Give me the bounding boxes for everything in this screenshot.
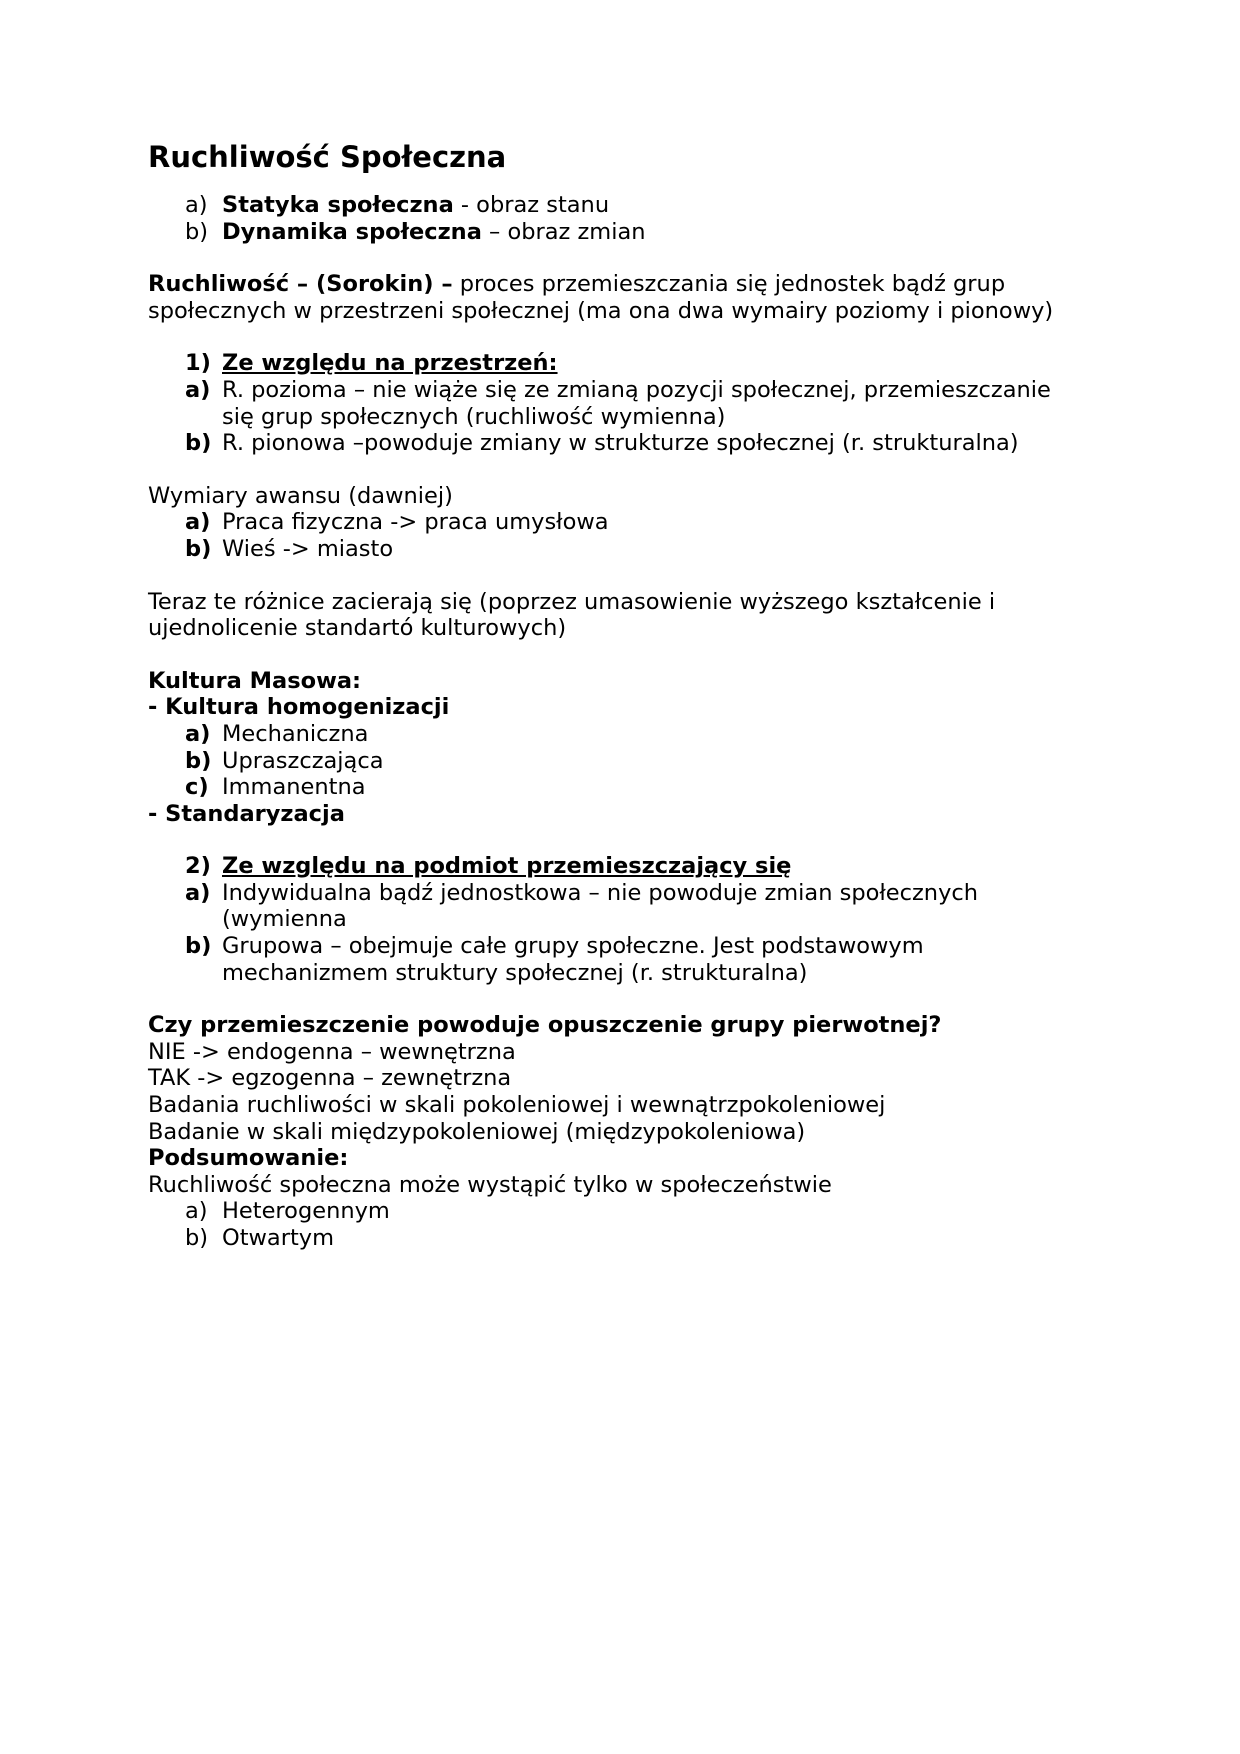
item-text-cont: (wymienna (222, 906, 347, 933)
list-item (148, 536, 1098, 563)
section-heading (148, 350, 1098, 377)
list-item (148, 219, 1098, 246)
awans-heading: Wymiary awansu (dawniej) (148, 482, 453, 509)
question-line: Badanie w skali międzypokoleniowej (międzypokoleniowa) (148, 1118, 806, 1145)
statics-list (148, 192, 1098, 245)
list-item (148, 377, 1098, 430)
section-heading (148, 853, 1098, 880)
item-text: – obraz zmian (481, 218, 646, 245)
list-item (148, 721, 1098, 748)
item-text: Otwartym (222, 1225, 335, 1251)
kultura-heading: Kultura Masowa: (148, 667, 362, 694)
section-number: 1) (185, 350, 211, 377)
question-heading: Czy przemieszczenie powoduje opuszczenie grupy pierwotnej? (148, 1012, 942, 1039)
item-text: Mechaniczna (222, 720, 369, 747)
item-text: Grupowa – obejmuje całe grupy społeczne. Jest podstawowym (222, 933, 924, 960)
list-marker: a) (185, 879, 211, 906)
summary-text: Ruchliwość społeczna może wystąpić tylko w społeczeństwie (148, 1171, 832, 1198)
list-item (148, 774, 1098, 801)
list-marker: a) (185, 720, 211, 747)
list-marker: b) (185, 747, 212, 774)
item-text: Upraszczająca (222, 747, 384, 774)
item-text: R. pionowa –powoduje zmiany w strukturze społecznej (r. strukturalna) (222, 430, 1019, 457)
list-marker: c) (185, 774, 209, 801)
paragraph-line: Teraz te różnice zacierają się (poprzez umasowienie wyższego kształcenie i (148, 588, 996, 615)
list-marker: a) (185, 1198, 208, 1225)
list-marker: b) (185, 1225, 209, 1251)
list-item (148, 192, 1098, 219)
definition-text: proces przemieszczania się jednostek bądź grup (452, 271, 1006, 298)
list-item (148, 933, 1098, 986)
term: Dynamika społeczna (222, 218, 482, 245)
list-item (148, 509, 1098, 536)
list-item (148, 880, 1098, 933)
list-item (148, 748, 1098, 775)
section-1 (148, 350, 1098, 456)
question-line: TAK -> egzogenna – zewnętrzna (148, 1065, 512, 1092)
term: Statyka społeczna (222, 192, 454, 218)
summary-heading: Podsumowanie: (148, 1145, 349, 1172)
list-marker: a) (185, 376, 211, 403)
item-text: Praca fizyczna -> praca umysłowa (222, 509, 609, 536)
document-title: Ruchliwość Społeczna (148, 140, 507, 174)
section-2 (148, 853, 1098, 986)
awans-section (148, 483, 1098, 563)
list-marker: b) (185, 933, 212, 960)
list-item (148, 1225, 1098, 1252)
teraz-paragraph (148, 589, 1098, 642)
kultura-subheading: - Kultura homogenizacji (148, 694, 450, 721)
section-number: 2) (185, 853, 211, 880)
item-text-cont: się grup społecznych (ruchliwość wymienna) (222, 403, 726, 430)
list-marker: a) (185, 509, 211, 536)
kultura-subheading: - Standaryzacja (148, 800, 345, 827)
kultura-section (148, 668, 1098, 828)
list-marker: b) (185, 218, 209, 245)
question-line: Badania ruchliwości w skali pokoleniowej i wewnątrzpokoleniowej (148, 1092, 886, 1119)
item-text-cont: mechanizmem struktury społecznej (r. strukturalna) (222, 959, 808, 986)
list-item (148, 1198, 1098, 1225)
item-text: Wieś -> miasto (222, 535, 394, 562)
item-text: Heterogennym (222, 1198, 390, 1225)
section-heading-text: Ze względu na przestrzeń: (222, 350, 558, 377)
paragraph-line: ujednolicenie standartó kulturowych) (148, 615, 567, 642)
document-page (148, 140, 1098, 1252)
definition-text-cont: społecznych w przestrzeni społecznej (ma ona dwa wymairy poziomy i pionowy) (148, 297, 1054, 324)
item-text: R. pozioma – nie wiąże się ze zmianą pozycji społecznej, przemieszczanie (222, 376, 1051, 403)
item-text: Indywidualna bądź jednostkowa – nie powoduje zmian społecznych (222, 879, 979, 906)
definition-term: Ruchliwość – (Sorokin) – (148, 271, 453, 298)
list-marker: a) (185, 192, 208, 218)
list-marker: b) (185, 535, 212, 562)
question-line: NIE -> endogenna – wewnętrzna (148, 1038, 516, 1065)
question-section (148, 1012, 1098, 1251)
item-text: Immanentna (222, 774, 366, 801)
section-heading-text: Ze względu na podmiot przemieszczający się (222, 853, 792, 880)
definition-paragraph (148, 271, 1098, 324)
list-marker: b) (185, 430, 212, 457)
list-item (148, 430, 1098, 457)
item-text: - obraz stanu (453, 192, 610, 218)
